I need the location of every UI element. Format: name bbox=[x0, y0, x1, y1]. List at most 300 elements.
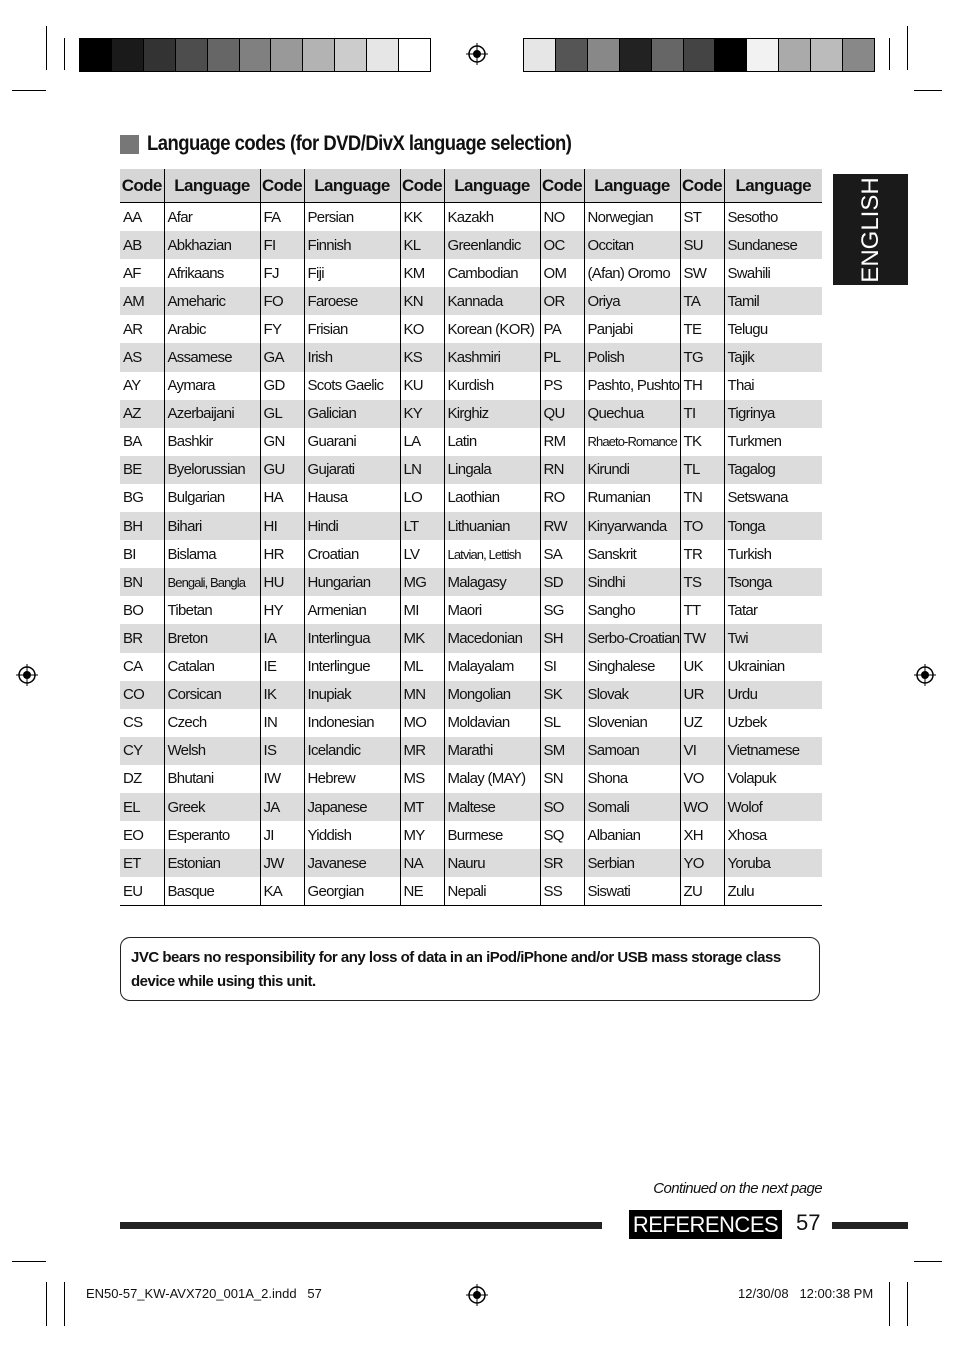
language-name-cell: Assamese bbox=[164, 343, 260, 371]
language-code-cell: UK bbox=[680, 653, 724, 681]
table-row bbox=[120, 231, 822, 259]
language-name-cell: Lithuanian bbox=[444, 512, 540, 540]
language-code-cell: SU bbox=[680, 231, 724, 259]
language-name-cell: Telugu bbox=[727, 320, 768, 338]
language-code-cell: TR bbox=[680, 540, 724, 568]
language-name-cell: Cambodian bbox=[444, 259, 540, 287]
language-name-cell: Galician bbox=[304, 400, 400, 428]
language-name-cell: Tatar bbox=[727, 601, 758, 619]
color-swatch bbox=[811, 39, 843, 71]
language-code-cell: BH bbox=[120, 512, 164, 540]
language-code-cell: LA bbox=[400, 428, 444, 456]
language-name-cell: Corsican bbox=[164, 681, 260, 709]
language-code-cell: CA bbox=[120, 653, 164, 681]
language-code-cell: RN bbox=[540, 456, 584, 484]
language-name-cell: Afrikaans bbox=[164, 259, 260, 287]
language-name-cell: Croatian bbox=[304, 540, 400, 568]
color-swatch bbox=[303, 39, 335, 71]
language-name-cell: Albanian bbox=[584, 821, 680, 849]
table-row bbox=[120, 849, 822, 877]
crop-mark bbox=[914, 90, 942, 91]
language-code-cell: AF bbox=[120, 259, 164, 287]
language-code-cell: WO bbox=[680, 793, 724, 821]
language-code-cell: ML bbox=[400, 653, 444, 681]
language-name-cell: Tajik bbox=[724, 343, 822, 371]
language-name-cell: Nepali bbox=[444, 877, 540, 906]
language-name-cell: Oriya bbox=[584, 287, 680, 315]
language-code-cell: TN bbox=[680, 484, 724, 512]
color-swatch bbox=[80, 39, 112, 71]
language-code-cell: MR bbox=[400, 737, 444, 765]
language-code-cell: TT bbox=[680, 596, 724, 624]
language-name-cell: Irish bbox=[304, 343, 400, 371]
language-name-cell: Azerbaijani bbox=[164, 400, 260, 428]
language-name-cell: Tonga bbox=[724, 512, 822, 540]
crop-mark bbox=[907, 1282, 908, 1326]
language-name-cell: Frisian bbox=[304, 315, 400, 343]
table-row bbox=[120, 259, 822, 287]
language-name-cell: Macedonian bbox=[444, 624, 540, 652]
table-row bbox=[120, 596, 822, 624]
language-name-cell: Estonian bbox=[164, 849, 260, 877]
color-swatch bbox=[524, 39, 556, 71]
language-code-cell: MN bbox=[400, 681, 444, 709]
language-code-cell: TI bbox=[680, 400, 724, 428]
language-name-cell: Kurdish bbox=[444, 372, 540, 400]
heading-square-icon bbox=[120, 135, 139, 154]
language-code-cell: SA bbox=[540, 540, 584, 568]
language-code-cell: SD bbox=[540, 568, 584, 596]
table-row bbox=[120, 624, 822, 652]
color-swatch bbox=[176, 39, 208, 71]
language-name-cell: Hungarian bbox=[304, 568, 400, 596]
language-name-cell: Bhutani bbox=[164, 765, 260, 793]
language-codes-table bbox=[120, 169, 822, 906]
language-code-cell: JW bbox=[260, 849, 304, 877]
language-name-cell: Sesotho bbox=[727, 208, 778, 226]
column-header-code: Code bbox=[400, 169, 444, 203]
language-name-cell: Kazakh bbox=[444, 203, 540, 232]
language-code-cell: CO bbox=[120, 681, 164, 709]
table-row bbox=[120, 400, 822, 428]
column-header-language: Language bbox=[304, 169, 400, 203]
column-header-language: Language bbox=[164, 169, 260, 203]
language-code-cell: IA bbox=[260, 624, 304, 652]
language-code-cell: CS bbox=[120, 709, 164, 737]
language-name-cell: Byelorussian bbox=[164, 456, 260, 484]
language-code-cell: BE bbox=[120, 456, 164, 484]
language-code-cell: KS bbox=[400, 343, 444, 371]
table-row bbox=[120, 287, 822, 315]
language-code-cell: NA bbox=[400, 849, 444, 877]
language-code-cell: FA bbox=[260, 203, 304, 232]
language-code-cell: OR bbox=[540, 287, 584, 315]
language-code-cell: KA bbox=[260, 877, 304, 906]
language-name-cell: Bislama bbox=[164, 540, 260, 568]
language-code-cell: PL bbox=[540, 343, 584, 371]
language-name-cell: Bulgarian bbox=[164, 484, 260, 512]
language-code-cell: SG bbox=[540, 596, 584, 624]
language-name-cell: Thai bbox=[727, 377, 754, 395]
language-code-cell: KU bbox=[400, 372, 444, 400]
language-name-cell: Moldavian bbox=[444, 709, 540, 737]
language-name-cell: Inupiak bbox=[304, 681, 400, 709]
language-name-cell: Hebrew bbox=[304, 765, 400, 793]
language-code-cell: MY bbox=[400, 821, 444, 849]
language-name-cell: Abkhazian bbox=[164, 231, 260, 259]
color-swatch bbox=[620, 39, 652, 71]
language-code-cell: DZ bbox=[120, 765, 164, 793]
language-name-cell: Bengali, Bangla bbox=[164, 568, 260, 596]
color-swatch bbox=[684, 39, 716, 71]
side-tab-label: ENGLISH bbox=[856, 176, 884, 283]
language-name-cell: Shona bbox=[584, 765, 680, 793]
table-header-row bbox=[120, 169, 822, 203]
print-timestamp: 12/30/08 12:00:38 PM bbox=[738, 1286, 874, 1301]
language-name-cell: Finnish bbox=[304, 231, 400, 259]
color-swatch bbox=[556, 39, 588, 71]
language-code-cell: GU bbox=[260, 456, 304, 484]
language-code-cell: HY bbox=[260, 596, 304, 624]
table-row bbox=[120, 821, 822, 849]
language-name-cell: Xhosa bbox=[727, 826, 767, 844]
language-name-cell: Welsh bbox=[164, 737, 260, 765]
table-row bbox=[120, 681, 822, 709]
language-code-cell: IS bbox=[260, 737, 304, 765]
language-code-cell: GL bbox=[260, 400, 304, 428]
table-row bbox=[120, 456, 822, 484]
language-name-cell: Rhaeto-Romance bbox=[584, 428, 680, 456]
language-code-cell: NO bbox=[540, 203, 584, 232]
heading-title: Language codes (for DVD/DivX language selection) bbox=[147, 132, 572, 155]
language-code-cell: VI bbox=[680, 737, 724, 765]
table-row bbox=[120, 343, 822, 371]
color-control-bar bbox=[523, 38, 875, 72]
notice-box bbox=[120, 937, 820, 1001]
color-swatch bbox=[271, 39, 303, 71]
color-swatch bbox=[652, 39, 684, 71]
language-name-cell: Sindhi bbox=[584, 568, 680, 596]
language-name-cell: Guarani bbox=[304, 428, 400, 456]
language-code-cell: FI bbox=[260, 231, 304, 259]
language-name-cell: Turkmen bbox=[727, 433, 782, 451]
language-name-cell: Burmese bbox=[444, 821, 540, 849]
language-code-cell: GA bbox=[260, 343, 304, 371]
language-name-cell: Pashto, Pushto bbox=[584, 372, 680, 400]
table-row bbox=[120, 428, 822, 456]
language-name-cell: Uzbek bbox=[727, 714, 767, 732]
crop-mark bbox=[889, 1282, 890, 1326]
language-code-cell: MI bbox=[400, 596, 444, 624]
color-swatch bbox=[144, 39, 176, 71]
color-swatch bbox=[747, 39, 779, 71]
language-code-cell: SH bbox=[540, 624, 584, 652]
language-name-cell: Maltese bbox=[444, 793, 540, 821]
registration-mark-icon bbox=[16, 664, 38, 686]
column-header-code: Code bbox=[540, 169, 584, 203]
language-name-cell: Tagalog bbox=[724, 456, 822, 484]
language-name-cell: Georgian bbox=[304, 877, 400, 906]
language-name-cell: Korean (KOR) bbox=[444, 315, 540, 343]
language-name-cell: Swahili bbox=[727, 264, 771, 282]
color-swatch bbox=[779, 39, 811, 71]
crop-mark bbox=[64, 38, 65, 70]
language-name-cell: Gujarati bbox=[304, 456, 400, 484]
language-code-cell: BN bbox=[120, 568, 164, 596]
language-name-cell: Tibetan bbox=[164, 596, 260, 624]
language-name-cell: Polish bbox=[584, 343, 680, 371]
language-code-cell: PS bbox=[540, 372, 584, 400]
language-code-cell: TL bbox=[680, 456, 724, 484]
language-name-cell: Twi bbox=[724, 624, 822, 652]
language-code-cell: UZ bbox=[680, 709, 724, 737]
language-name-cell: Norwegian bbox=[584, 203, 680, 232]
language-code-cell: TG bbox=[680, 343, 724, 371]
language-name-cell: Interlingua bbox=[304, 624, 400, 652]
language-name-cell: Volapuk bbox=[727, 770, 776, 788]
language-code-cell: SM bbox=[540, 737, 584, 765]
language-name-cell: (Afan) Oromo bbox=[584, 259, 680, 287]
language-name-cell: Yiddish bbox=[304, 821, 400, 849]
language-code-cell: LT bbox=[400, 512, 444, 540]
language-name-cell: Turkish bbox=[727, 545, 772, 563]
language-code-cell: IE bbox=[260, 653, 304, 681]
page-number: 57 bbox=[796, 1210, 821, 1235]
table-row bbox=[120, 315, 822, 343]
language-code-cell: SR bbox=[540, 849, 584, 877]
language-code-cell: KN bbox=[400, 287, 444, 315]
grayscale-color-bar bbox=[79, 38, 431, 72]
language-name-cell: Kinyarwanda bbox=[584, 512, 680, 540]
language-code-cell: AY bbox=[120, 372, 164, 400]
footer-rule bbox=[120, 1222, 602, 1229]
table-row bbox=[120, 484, 822, 512]
column-header-code: Code bbox=[260, 169, 304, 203]
language-code-cell: SO bbox=[540, 793, 584, 821]
language-code-cell: IW bbox=[260, 765, 304, 793]
language-name-cell: Vietnamese bbox=[724, 737, 822, 765]
language-name-cell: Serbo-Croatian bbox=[584, 624, 680, 652]
language-name-cell: Ukrainian bbox=[727, 658, 785, 676]
language-name-cell: Esperanto bbox=[164, 821, 260, 849]
language-name-cell: Maori bbox=[444, 596, 540, 624]
language-name-cell: Tsonga bbox=[724, 568, 822, 596]
language-name-cell: Javanese bbox=[304, 849, 400, 877]
column-header-language: Language bbox=[724, 169, 822, 203]
language-code-cell: NE bbox=[400, 877, 444, 906]
table-row bbox=[120, 512, 822, 540]
language-code-cell: HR bbox=[260, 540, 304, 568]
language-name-cell: Kannada bbox=[444, 287, 540, 315]
crop-mark bbox=[46, 1282, 47, 1326]
table-row bbox=[120, 653, 822, 681]
language-name-cell: Samoan bbox=[584, 737, 680, 765]
language-name-cell: Rumanian bbox=[584, 484, 680, 512]
section-label: REFERENCES bbox=[629, 1210, 782, 1239]
language-code-cell: AS bbox=[120, 343, 164, 371]
language-code-cell: HA bbox=[260, 484, 304, 512]
column-header-code: Code bbox=[120, 169, 164, 203]
language-name-cell: Latin bbox=[444, 428, 540, 456]
language-name-cell: Basque bbox=[164, 877, 260, 906]
color-swatch bbox=[112, 39, 144, 71]
language-code-cell: IN bbox=[260, 709, 304, 737]
color-swatch bbox=[335, 39, 367, 71]
language-code-cell: KK bbox=[400, 203, 444, 232]
language-code-cell: GD bbox=[260, 372, 304, 400]
print-file-info: EN50-57_KW-AVX720_001A_2.indd 57 bbox=[86, 1286, 322, 1301]
language-code-cell: EO bbox=[120, 821, 164, 849]
language-code-cell: MT bbox=[400, 793, 444, 821]
language-code-cell: JA bbox=[260, 793, 304, 821]
table-row bbox=[120, 877, 822, 906]
language-name-cell: Interlingue bbox=[304, 653, 400, 681]
language-code-cell: AZ bbox=[120, 400, 164, 428]
color-swatch bbox=[399, 39, 430, 71]
language-name-cell: Latvian, Lettish bbox=[444, 540, 540, 568]
language-code-cell: KY bbox=[400, 400, 444, 428]
language-code-cell: VO bbox=[680, 765, 724, 793]
language-name-cell: Malagasy bbox=[444, 568, 540, 596]
language-name-cell: Siswati bbox=[584, 877, 680, 906]
language-name-cell: Japanese bbox=[304, 793, 400, 821]
language-code-cell: SK bbox=[540, 681, 584, 709]
language-code-cell: YO bbox=[680, 849, 724, 877]
crop-mark bbox=[12, 1261, 46, 1262]
language-code-cell: EU bbox=[120, 877, 164, 906]
table-row bbox=[120, 540, 822, 568]
color-swatch bbox=[240, 39, 272, 71]
language-code-cell: BA bbox=[120, 428, 164, 456]
crop-mark bbox=[64, 1282, 65, 1326]
language-code-cell: KO bbox=[400, 315, 444, 343]
language-code-cell: MO bbox=[400, 709, 444, 737]
language-name-cell: Malay (MAY) bbox=[444, 765, 540, 793]
registration-mark-icon bbox=[466, 43, 488, 65]
crop-mark bbox=[907, 26, 908, 70]
language-name-cell: Kirundi bbox=[584, 456, 680, 484]
color-swatch bbox=[715, 39, 747, 71]
language-code-cell: XH bbox=[680, 821, 724, 849]
footer-rule bbox=[832, 1222, 908, 1229]
language-code-cell: HU bbox=[260, 568, 304, 596]
language-name-cell: Arabic bbox=[164, 315, 260, 343]
language-name-cell: Lingala bbox=[444, 456, 540, 484]
table-row bbox=[120, 709, 822, 737]
language-name-cell: Marathi bbox=[444, 737, 540, 765]
language-code-cell: TH bbox=[680, 372, 724, 400]
language-name-cell: Slovak bbox=[584, 681, 680, 709]
language-name-cell: Urdu bbox=[724, 681, 822, 709]
language-code-cell: ET bbox=[120, 849, 164, 877]
language-name-cell: Setswana bbox=[727, 489, 788, 507]
color-swatch bbox=[843, 39, 874, 71]
language-code-cell: OC bbox=[540, 231, 584, 259]
language-code-cell: TO bbox=[680, 512, 724, 540]
language-code-cell: PA bbox=[540, 315, 584, 343]
language-code-cell: KM bbox=[400, 259, 444, 287]
language-code-cell: MS bbox=[400, 765, 444, 793]
language-name-cell: Quechua bbox=[584, 400, 680, 428]
color-swatch bbox=[208, 39, 240, 71]
column-header-language: Language bbox=[584, 169, 680, 203]
language-name-cell: Kashmiri bbox=[444, 343, 540, 371]
language-name-cell: Czech bbox=[164, 709, 260, 737]
language-code-cell: FO bbox=[260, 287, 304, 315]
language-code-cell: MG bbox=[400, 568, 444, 596]
section-heading bbox=[120, 132, 629, 156]
language-code-cell: HI bbox=[260, 512, 304, 540]
language-name-cell: Fiji bbox=[304, 259, 400, 287]
language-name-cell: Sundanese bbox=[724, 231, 822, 259]
language-code-cell: AA bbox=[120, 203, 164, 232]
language-code-cell: KL bbox=[400, 231, 444, 259]
language-code-cell: SN bbox=[540, 765, 584, 793]
language-name-cell: Greek bbox=[164, 793, 260, 821]
language-name-cell: Sanskrit bbox=[584, 540, 680, 568]
language-code-cell: BG bbox=[120, 484, 164, 512]
language-code-cell: BI bbox=[120, 540, 164, 568]
language-code-cell: BR bbox=[120, 624, 164, 652]
language-side-tab bbox=[833, 174, 908, 285]
language-code-cell: QU bbox=[540, 400, 584, 428]
language-code-cell: AB bbox=[120, 231, 164, 259]
language-name-cell: Kirghiz bbox=[444, 400, 540, 428]
language-code-cell: SI bbox=[540, 653, 584, 681]
color-swatch bbox=[367, 39, 399, 71]
notice-text: JVC bears no responsibility for any loss of data in an iPod/iPhone and/or USB mass storage class device while using this unit. bbox=[131, 949, 781, 990]
language-code-cell: IK bbox=[260, 681, 304, 709]
language-name-cell: Tigrinya bbox=[724, 400, 822, 428]
language-code-cell: LO bbox=[400, 484, 444, 512]
language-name-cell: Somali bbox=[584, 793, 680, 821]
language-name-cell: Aymara bbox=[164, 372, 260, 400]
language-code-cell: LN bbox=[400, 456, 444, 484]
language-name-cell: Greenlandic bbox=[444, 231, 540, 259]
language-code-cell: GN bbox=[260, 428, 304, 456]
registration-mark-icon bbox=[466, 1284, 488, 1306]
language-code-cell: SQ bbox=[540, 821, 584, 849]
language-name-cell: Wolof bbox=[724, 793, 822, 821]
language-code-cell: TK bbox=[680, 428, 724, 456]
registration-mark-icon bbox=[914, 664, 936, 686]
language-name-cell: Malayalam bbox=[444, 653, 540, 681]
language-code-cell: TS bbox=[680, 568, 724, 596]
language-name-cell: Hindi bbox=[304, 512, 400, 540]
language-name-cell: Catalan bbox=[164, 653, 260, 681]
crop-mark bbox=[889, 38, 890, 70]
language-code-cell: SL bbox=[540, 709, 584, 737]
language-code-cell: EL bbox=[120, 793, 164, 821]
language-code-cell: ZU bbox=[680, 877, 724, 906]
language-name-cell: Mongolian bbox=[444, 681, 540, 709]
language-code-cell: BO bbox=[120, 596, 164, 624]
color-swatch bbox=[588, 39, 620, 71]
language-code-cell: RW bbox=[540, 512, 584, 540]
language-name-cell: Laothian bbox=[444, 484, 540, 512]
language-code-cell: UR bbox=[680, 681, 724, 709]
language-name-cell: Serbian bbox=[584, 849, 680, 877]
crop-mark bbox=[46, 26, 47, 70]
language-name-cell: Yoruba bbox=[724, 849, 822, 877]
table-row bbox=[120, 793, 822, 821]
language-code-cell: RO bbox=[540, 484, 584, 512]
language-code-cell: ST bbox=[680, 203, 724, 232]
table-row bbox=[120, 372, 822, 400]
language-code-cell: AR bbox=[120, 315, 164, 343]
language-name-cell: Scots Gaelic bbox=[304, 372, 400, 400]
table-row bbox=[120, 737, 822, 765]
